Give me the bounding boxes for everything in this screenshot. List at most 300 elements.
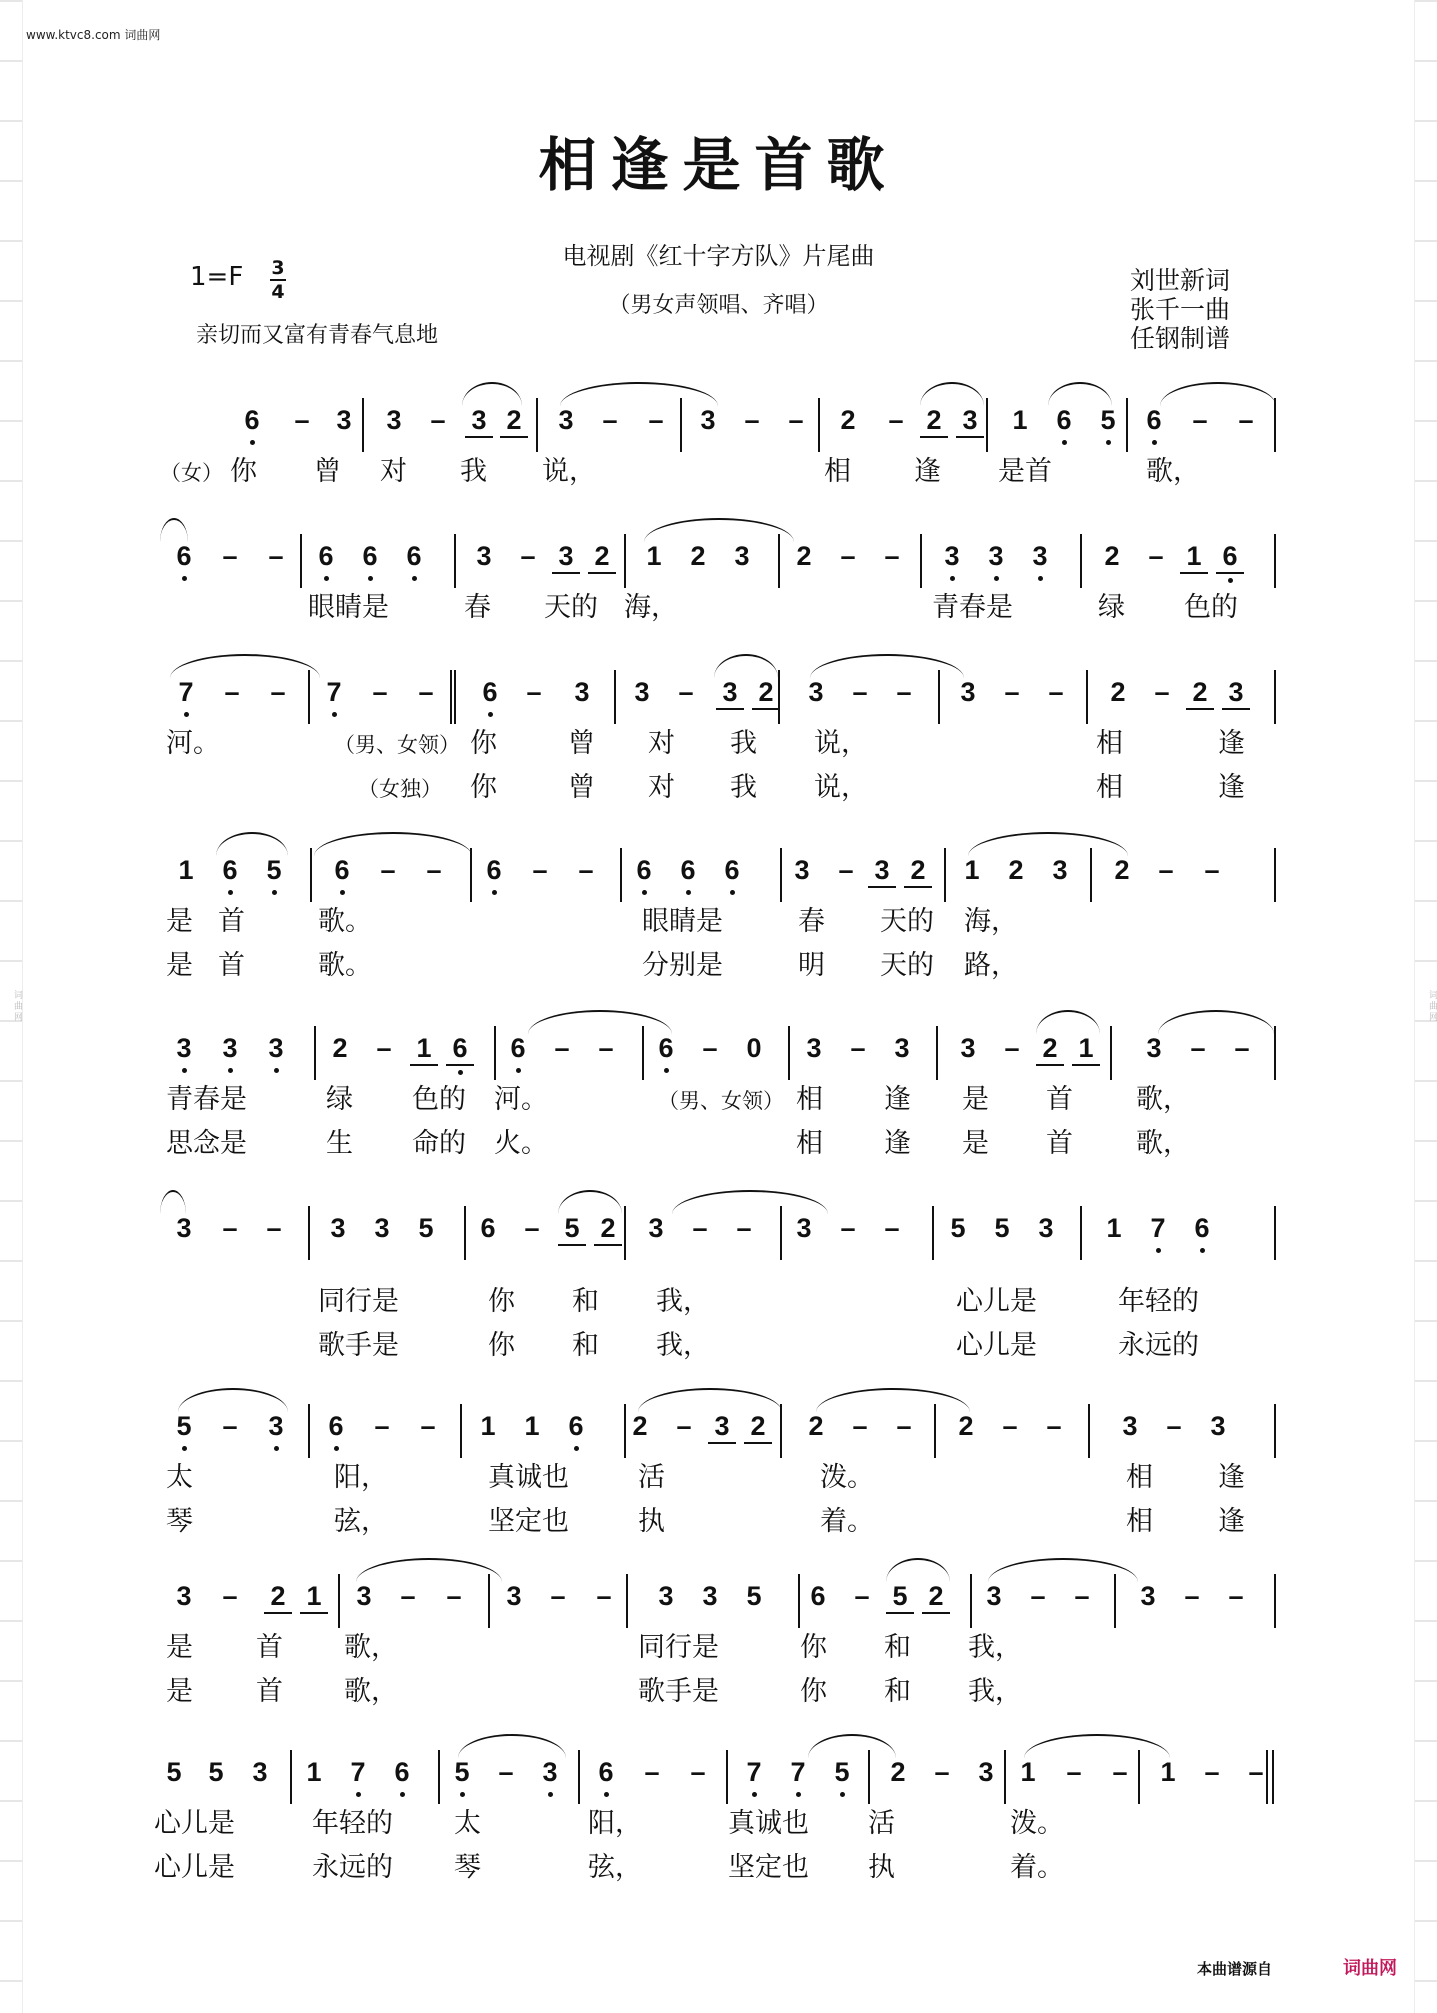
lyric (470, 772, 497, 804)
note-value: – (1158, 855, 1174, 885)
slur (920, 382, 984, 406)
note (594, 1212, 622, 1246)
note-value: 5 (176, 1411, 192, 1441)
note-dash (738, 404, 766, 436)
slur (644, 518, 794, 542)
lyric-text: 你 (230, 456, 257, 487)
note (448, 1756, 476, 1788)
lyric-text: 是 (166, 1676, 193, 1707)
note-value: 3 (1146, 1033, 1162, 1063)
note-dash (998, 676, 1026, 708)
lyric-text: 首 (218, 950, 245, 981)
note-value: 7 (350, 1757, 366, 1787)
lyric-text: 执 (638, 1506, 665, 1537)
note (474, 1410, 502, 1442)
note-value: 2 (270, 1581, 286, 1611)
note-value: 2 (1008, 855, 1024, 885)
lyric (588, 1852, 642, 1884)
lyric-text: 命的 (412, 1128, 466, 1159)
note-value: – (884, 541, 900, 571)
note-value: 2 (506, 405, 522, 435)
note-value: 5 (208, 1757, 224, 1787)
note (216, 854, 244, 886)
note (322, 1410, 350, 1442)
barline (620, 848, 622, 902)
octave-dot-below (184, 712, 189, 717)
lyric-text: 坚定也 (728, 1852, 809, 1883)
barline (624, 534, 626, 588)
note-value: – (1184, 1581, 1200, 1611)
lyric (648, 728, 675, 760)
note (954, 1032, 982, 1064)
note (1140, 404, 1168, 436)
note-dash (1106, 1756, 1134, 1788)
lyric-text: 思念是 (166, 1128, 247, 1159)
octave-dot-below (458, 1070, 463, 1075)
note-dash (642, 404, 670, 436)
lyric (166, 1084, 247, 1116)
note-dash (684, 1756, 712, 1788)
lyric (820, 1506, 874, 1538)
right-strip-text: 词曲网 (1427, 990, 1437, 1023)
note-value: 3 (222, 1033, 238, 1063)
lyric-text: 我， (656, 1286, 710, 1317)
lyric (412, 1084, 466, 1116)
note-value: 1 (178, 855, 194, 885)
lyric (542, 456, 596, 488)
note-value: 1 (1012, 405, 1028, 435)
note-value: 3 (542, 1757, 558, 1787)
note (1108, 854, 1136, 886)
barline (944, 848, 946, 902)
note-dash (366, 676, 394, 708)
lyric (568, 772, 595, 804)
slur (808, 1734, 896, 1758)
footer-logo[interactable]: 词曲网 (1343, 1958, 1397, 1979)
note-dash (526, 854, 554, 886)
note (696, 1580, 724, 1612)
note-value: – (648, 405, 664, 435)
lyric-text: 相 (824, 456, 851, 487)
barline (1274, 1026, 1276, 1080)
note (1036, 1032, 1064, 1066)
note-value: 5 (166, 1757, 182, 1787)
note-value: 3 (648, 1213, 664, 1243)
note-value: 3 (268, 1411, 284, 1441)
note (1006, 404, 1034, 436)
lyric-text: 你 (470, 772, 497, 803)
note-value: 1 (1160, 1757, 1176, 1787)
note-value: 3 (794, 855, 810, 885)
note-value: 6 (568, 1411, 584, 1441)
barline (338, 1574, 340, 1628)
note (330, 404, 358, 436)
note-value: 6 (1146, 405, 1162, 435)
lyric-text: 是 (166, 1632, 193, 1663)
note (1186, 676, 1214, 710)
lyric (344, 1632, 398, 1664)
lyric (454, 1852, 481, 1884)
note-value: – (850, 1033, 866, 1063)
note-dash (1142, 540, 1170, 572)
note (708, 1410, 736, 1444)
song-subtitle: 电视剧《红十字方队》片尾曲 (562, 242, 875, 270)
note-value: 5 (746, 1581, 762, 1611)
note (328, 854, 356, 886)
note-value: 2 (890, 1757, 906, 1787)
note (800, 1032, 828, 1064)
slur (816, 1388, 970, 1412)
slur (314, 832, 472, 856)
note-value: – (1046, 1411, 1062, 1441)
lyric (1096, 728, 1123, 760)
note-value: 2 (1114, 855, 1130, 885)
note-value: 2 (594, 541, 610, 571)
slur (356, 1558, 502, 1582)
note (1094, 404, 1122, 436)
note (922, 1580, 950, 1614)
slur (560, 382, 718, 406)
note (446, 1032, 474, 1066)
barline (614, 670, 616, 724)
note (160, 1756, 188, 1788)
lyric (730, 772, 757, 804)
note (626, 1410, 654, 1442)
note (802, 676, 830, 708)
lyric-text: 相 (1126, 1506, 1153, 1537)
slur (1036, 1010, 1100, 1034)
note-dash (262, 540, 290, 572)
note-value: – (896, 677, 912, 707)
note (202, 1756, 230, 1788)
note (744, 1410, 772, 1444)
note-value: 3 (714, 1411, 730, 1441)
note-dash (878, 540, 906, 572)
note-value: – (420, 1411, 436, 1441)
lyric (166, 950, 193, 982)
lyric (154, 1808, 235, 1840)
note-value: 3 (874, 855, 890, 885)
note-value: – (1192, 405, 1208, 435)
note (388, 1756, 416, 1788)
lyric (326, 1128, 353, 1160)
lyric (544, 592, 598, 624)
lyric-text: 和 (884, 1676, 911, 1707)
barline (920, 534, 922, 588)
barline (310, 848, 312, 902)
lyric (624, 592, 678, 624)
note-value: – (602, 405, 618, 435)
barline (494, 1026, 496, 1080)
note (552, 404, 580, 436)
lyric (814, 728, 868, 760)
note-value: – (788, 405, 804, 435)
note-dash (1184, 1032, 1212, 1064)
note (828, 1756, 856, 1788)
lyric-text: 真诚也 (488, 1462, 569, 1493)
note-dash (412, 676, 440, 708)
note-dash (846, 676, 874, 708)
slur (170, 654, 320, 678)
slur (1160, 382, 1276, 406)
lyric (956, 1330, 1037, 1362)
lyric-text: 和 (572, 1330, 599, 1361)
lyric-text: 生 (326, 1128, 353, 1159)
note-value: 3 (960, 1033, 976, 1063)
note-value: 6 (480, 1213, 496, 1243)
note-value: 6 (486, 855, 502, 885)
lyric (166, 728, 220, 760)
note-value: – (578, 855, 594, 885)
note-value: 6 (810, 1581, 826, 1611)
barline (1114, 1574, 1116, 1628)
note-value: 2 (796, 541, 812, 571)
note-value: 3 (894, 1033, 910, 1063)
lyric-text: 阳， (588, 1808, 642, 1839)
note (172, 854, 200, 886)
note-dash (590, 1580, 618, 1612)
lyric (494, 1084, 548, 1116)
note-value: 5 (266, 855, 282, 885)
note-value: 6 (244, 405, 260, 435)
note-value: – (840, 1213, 856, 1243)
lyric-text: 逢 (1218, 1462, 1245, 1493)
barline (1080, 1206, 1082, 1260)
note-dash (514, 540, 542, 572)
lyric-text: 太 (454, 1808, 481, 1839)
barline (578, 1750, 580, 1804)
slur (1158, 1010, 1274, 1034)
note-dash (928, 1756, 956, 1788)
lyric (656, 1286, 710, 1318)
lyric-text: 阳， (334, 1462, 388, 1493)
note-dash (216, 1580, 244, 1612)
staff-line (168, 532, 1276, 592)
note-value: – (400, 1581, 416, 1611)
note-value: 7 (326, 677, 342, 707)
barline (1274, 1206, 1276, 1260)
note-value: – (550, 1581, 566, 1611)
note-value: 6 (724, 855, 740, 885)
note-value: 5 (892, 1581, 908, 1611)
note (804, 1580, 832, 1612)
note (684, 540, 712, 572)
lyric-text: 同行是 (638, 1632, 719, 1663)
note (312, 540, 340, 572)
slur (160, 518, 188, 542)
note (788, 854, 816, 886)
octave-dot-below (182, 1446, 187, 1451)
lyric-text: 逢 (1218, 772, 1245, 803)
note-value: – (1112, 1757, 1128, 1787)
barline (1274, 670, 1276, 724)
lyric (334, 1462, 388, 1494)
note-value: 3 (268, 1033, 284, 1063)
note (944, 1212, 972, 1244)
note-dash (782, 404, 810, 436)
note-dash (260, 1212, 288, 1244)
note-value: 6 (406, 541, 422, 571)
note (834, 404, 862, 436)
lyric (1184, 592, 1238, 624)
note (1188, 1212, 1216, 1244)
note (1072, 1032, 1100, 1066)
note-dash (1152, 854, 1180, 886)
note-value: 3 (176, 1213, 192, 1243)
performers-note: （男女声领唱、齐唱） (608, 293, 829, 318)
lyric-text: 歌手是 (318, 1330, 399, 1361)
lyric-text: 对 (648, 772, 675, 803)
note-value: 1 (480, 1411, 496, 1441)
lyric (488, 1462, 569, 1494)
note-value: 6 (636, 855, 652, 885)
note (262, 1032, 290, 1064)
octave-dot-below (492, 890, 497, 895)
octave-dot-below (250, 440, 255, 445)
lyric (1136, 1128, 1190, 1160)
lyric (880, 906, 934, 938)
lyric-text: 首 (218, 906, 245, 937)
barline (1274, 848, 1276, 902)
lyric-text: 天的 (880, 950, 934, 981)
lyric-text: 你 (800, 1676, 827, 1707)
note-value: – (1204, 1757, 1220, 1787)
note-dash (1024, 1580, 1052, 1612)
note (1014, 1756, 1042, 1788)
credits (1130, 266, 1230, 353)
slur (528, 1010, 672, 1034)
lyric (968, 1632, 1022, 1664)
slur (672, 1190, 828, 1214)
barline (308, 1404, 310, 1458)
note-value: – (702, 1033, 718, 1063)
note (592, 1756, 620, 1788)
lyric (638, 1506, 665, 1538)
lyric-text: 天的 (544, 592, 598, 623)
note-dash (492, 1756, 520, 1788)
note-value: – (692, 1213, 708, 1243)
note-value: 3 (808, 677, 824, 707)
note (790, 1212, 818, 1244)
lyric (218, 950, 245, 982)
note-value: 3 (962, 405, 978, 435)
note-value: – (676, 1411, 692, 1441)
note (170, 1212, 198, 1244)
note-value: 3 (574, 677, 590, 707)
lyric (308, 592, 389, 624)
footer-source-text: 本曲谱源自 (1197, 1960, 1273, 1978)
note-value: 6 (328, 1411, 344, 1441)
lyric-text: 琴 (454, 1852, 481, 1883)
note (170, 1410, 198, 1442)
slur (714, 654, 778, 678)
note-value: 6 (394, 1757, 410, 1787)
lyric (166, 1506, 193, 1538)
lyric-text: 明 (798, 950, 825, 981)
barline (970, 1574, 972, 1628)
note-value: 2 (690, 541, 706, 571)
note (368, 1212, 396, 1244)
note (628, 676, 656, 708)
note-dash (1242, 1756, 1270, 1788)
lyric-text: 永远的 (1118, 1330, 1199, 1361)
credit-lyricist: 刘世新词 (1130, 266, 1231, 295)
lyric-text: 色的 (1184, 592, 1238, 623)
lyric-text: 年轻的 (1118, 1286, 1199, 1317)
note (238, 404, 266, 436)
octave-dot-below (642, 890, 647, 895)
note-value: 3 (1052, 855, 1068, 885)
voice-part-label (334, 728, 460, 761)
barline (868, 1750, 870, 1804)
time-signature (270, 258, 286, 302)
octave-dot-below (752, 1792, 757, 1797)
lyric-text: 说， (814, 772, 868, 803)
octave-dot-below (604, 1792, 609, 1797)
note-value: 3 (476, 541, 492, 571)
note (588, 540, 616, 574)
lyric (470, 728, 497, 760)
note (1216, 540, 1244, 574)
note (956, 404, 984, 438)
barline (308, 670, 310, 724)
lyric-text: （男、女领） (658, 1089, 784, 1113)
note-value: 6 (318, 541, 334, 571)
octave-dot-below (334, 1446, 339, 1451)
note-value: 3 (1122, 1411, 1138, 1441)
barline (934, 1404, 936, 1458)
slur (178, 1388, 288, 1412)
lyric-text: 是首 (998, 456, 1052, 487)
lyric (1218, 772, 1245, 804)
slur (968, 832, 1128, 856)
note (536, 1756, 564, 1788)
note-value: 3 (1038, 1213, 1054, 1243)
barline (1004, 1750, 1006, 1804)
expression-mark: 亲切而又富有青春气息地 (196, 323, 439, 348)
lyric (962, 1128, 989, 1160)
lyric-text: 相 (1096, 728, 1123, 759)
site-header-url[interactable]: www.ktvc8.com 词曲网 (26, 28, 161, 42)
octave-dot-below (950, 576, 955, 581)
lyric (868, 1808, 895, 1840)
note-value: 6 (1056, 405, 1072, 435)
note (868, 854, 896, 888)
voice-part-label (358, 772, 442, 805)
slur (1048, 382, 1112, 406)
note-value: 3 (252, 1757, 268, 1787)
credit-arranger: 任钢制谱 (1130, 324, 1231, 353)
note-dash (1232, 404, 1260, 436)
note-dash (1198, 1756, 1226, 1788)
note-value: 2 (808, 1411, 824, 1441)
note-value: – (896, 1411, 912, 1441)
note (630, 854, 658, 886)
note-value: 2 (910, 855, 926, 885)
note (412, 1212, 440, 1244)
note-value: – (532, 855, 548, 885)
note-value: – (520, 541, 536, 571)
octave-dot-below (332, 712, 337, 717)
song-title: 相逢是首歌 (538, 131, 899, 199)
credit-composer: 张千一曲 (1130, 295, 1231, 324)
note-dash (878, 1212, 906, 1244)
lyric (1118, 1286, 1199, 1318)
octave-dot-below (686, 890, 691, 895)
note-value: – (526, 677, 542, 707)
lyric-text: 首 (256, 1632, 283, 1663)
note-value: 6 (482, 677, 498, 707)
